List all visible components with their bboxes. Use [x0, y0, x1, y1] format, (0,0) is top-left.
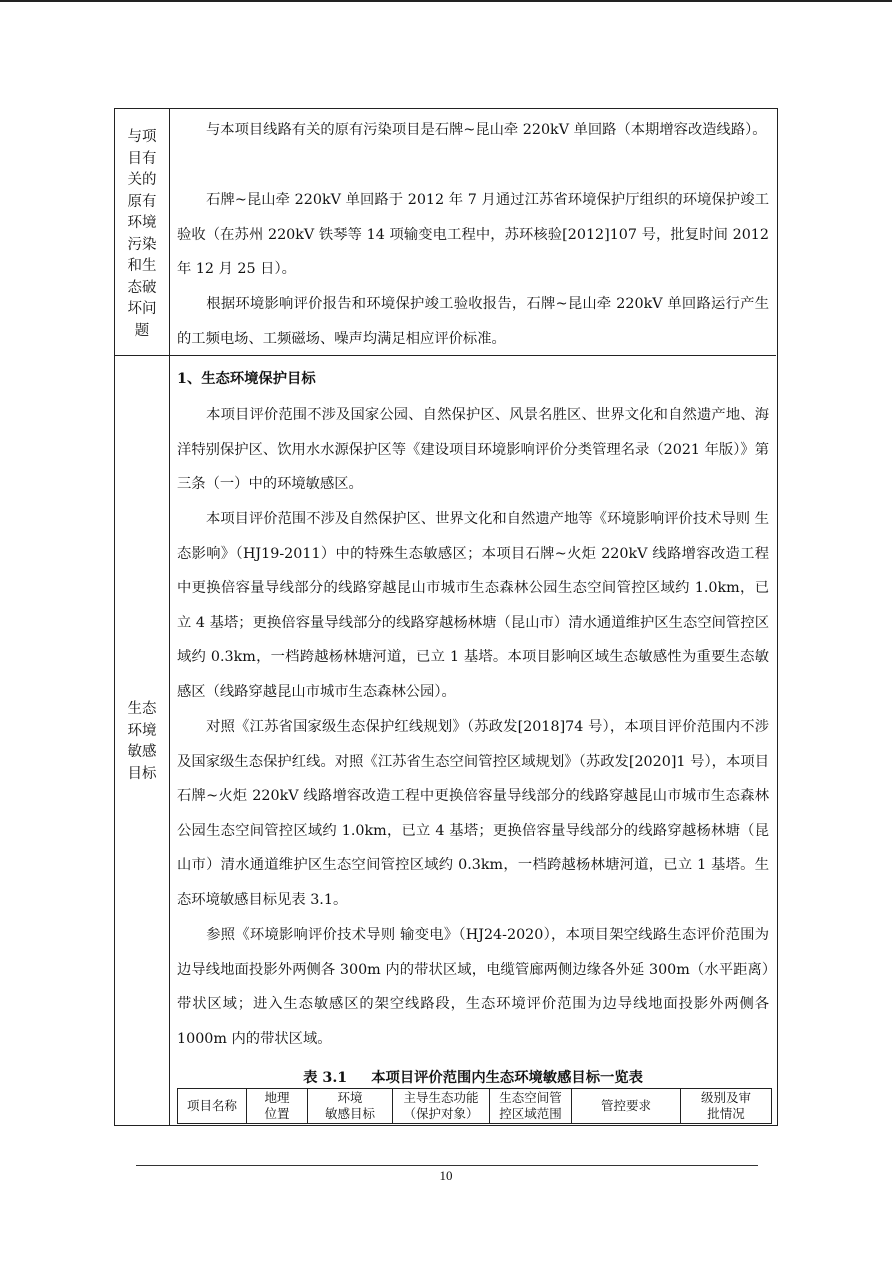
table-header-text: 级别及审 — [700, 1090, 751, 1105]
table-header-text: 敏感目标 — [324, 1106, 375, 1121]
sensitive-targets-table — [177, 1088, 772, 1124]
row-label-text: 态破 — [127, 279, 157, 296]
row-existing-pollution — [115, 109, 776, 356]
footer-line — [136, 1165, 758, 1166]
table-header-text: 位置 — [264, 1106, 290, 1121]
row-label-text: 与项 — [127, 129, 157, 145]
table-header-cell — [308, 1089, 393, 1124]
row-label-cell — [115, 355, 170, 1125]
row-content-cell — [170, 109, 776, 355]
row-label-text: 题 — [134, 322, 150, 339]
table-caption: 表 3.1 本项目评价范围内生态环境敏感目标一览表 — [303, 1070, 643, 1086]
row-label-text: 目有 — [127, 150, 157, 167]
row-eco-sensitive-targets — [115, 355, 776, 1125]
row-label-text: 和生 — [127, 258, 157, 274]
row-label-text: 敏感 — [127, 744, 157, 760]
row-label-text: 污染 — [127, 236, 157, 253]
table-header-text: （保护对象） — [403, 1106, 479, 1121]
table-header-cell — [681, 1089, 772, 1124]
paragraph: 本项目评价范围不涉及自然保护区、世界文化和自然遗产地等《环境影响评价技术导则 生态影响》（HJ19-2011）中的特殊生态敏感区；本项目石牌~火炬 220kV 线路增容改造工程中更换倍容量导线部分的线路穿越昆山市城市生态森林公园生态空间管控区域约 1.0km，已立 4 基塔；更换倍容量导线部分的线路穿越杨林塘（昆山市）清水通道维护区生态空间管控区域约 0.3km，一档跨越杨林塘河道，已立 1 基塔。本项目影响区域生态敏感性为重要生态敏感区（线路穿越昆山市城市生态森林公园）。 — [177, 511, 769, 700]
row-content-cell — [170, 355, 776, 1125]
section-heading: 1、生态环境保护目标 — [177, 371, 316, 387]
paragraph: 石牌~昆山牵 220kV 单回路于 2012 年 7 月通过江苏省环境保护厅组织的环境保护竣工验收（在苏州 220kV 铁琴等 14 项输变电工程中，苏环核验[2012]107 号，批复时间 2012 年 12 月 25 日）。 — [177, 192, 769, 278]
paragraph: 对照《江苏省国家级生态保护红线规划》（苏政发[2018]74 号），本项目评价范围内不涉及国家级生态保护红线。对照《江苏省生态空间管控区域规划》（苏政发[2020]1 号），本项目石牌~火炬 220kV 线路增容改造工程中更换倍容量导线部分的线路穿越昆山市城市生态森林公园生态空间管控区域约 1.0km，已立 4 基塔；更换倍容量导线部分的线路穿越杨林塘（昆山市）清水通道维护区生态空间管控区域约 0.3km，一档跨越杨林塘河道，已立 1 基塔。生态环境敏感目标见表 3.1。 — [177, 719, 769, 908]
row-label-text: 生态 — [127, 701, 157, 717]
row-label-text: 环境 — [127, 722, 157, 739]
table-header-cell — [572, 1089, 681, 1124]
paragraph: 根据环境影响评价报告和环境保护竣工验收报告，石牌~昆山牵 220kV 单回路运行产生的工频电场、工频磁场、噪声均满足相应评价标准。 — [177, 296, 769, 347]
row-label-text: 目标 — [127, 765, 157, 782]
paragraph: 本项目评价范围不涉及国家公园、自然保护区、风景名胜区、世界文化和自然遗产地、海洋特别保护区、饮用水水源保护区等《建设项目环境影响评价分类管理名录（2021 年版）》第三条（一）中的环境敏感区。 — [177, 407, 769, 493]
table-header-text: 地理 — [264, 1090, 290, 1105]
table-header-text: 环境 — [337, 1090, 363, 1105]
table-header-text: 主导生态功能 — [403, 1090, 479, 1105]
table-header-text: 控区域范围 — [499, 1106, 562, 1121]
table-header-cell — [393, 1089, 490, 1124]
table-header-cell — [247, 1089, 308, 1124]
row-label-text: 坏问 — [127, 301, 157, 317]
table-header-cell — [490, 1089, 572, 1124]
table-header-text: 批情况 — [707, 1106, 745, 1121]
paragraph: 参照《环境影响评价技术导则 输变电》（HJ24-2020），本项目架空线路生态评价范围为边导线地面投影外两侧各 300m 内的带状区域，电缆管廊两侧边缘各外延 300m（水平距离）带状区域；进入生态敏感区的架空线路段，生态环境评价范围为边导线地面投影外两侧各 1000m 内的带状区域。 — [177, 927, 769, 1047]
table-header-text: 生态空间管 — [499, 1090, 562, 1105]
table-header-cell — [178, 1089, 247, 1124]
row-label-text: 原有 — [127, 193, 157, 210]
paragraph: 与本项目线路有关的原有污染项目是石牌~昆山牵 220kV 单回路（本期增容改造线路）。 — [206, 122, 767, 138]
row-label-cell — [115, 109, 170, 355]
table-header-row — [178, 1089, 772, 1124]
content-table — [114, 108, 778, 1126]
table-header-text: 项目名称 — [186, 1098, 237, 1113]
page-number: 10 — [439, 1168, 453, 1183]
row-label-text: 关的 — [127, 172, 157, 188]
row-label-text: 环境 — [127, 215, 157, 231]
top-border-line — [0, 0, 892, 2]
table-header-text: 管控要求 — [600, 1098, 651, 1113]
